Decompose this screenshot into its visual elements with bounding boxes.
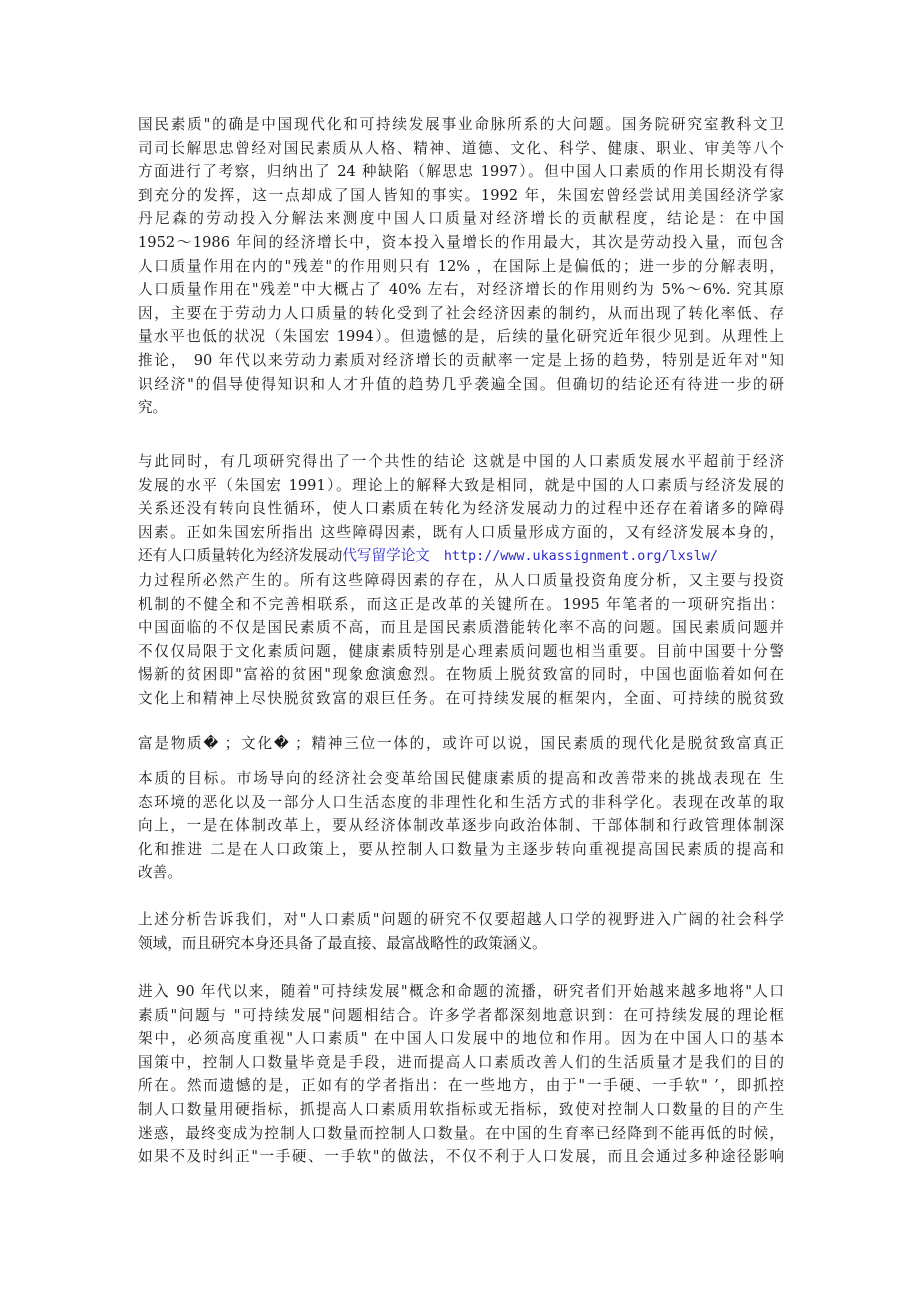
text-line: 司司长解思忠曾经对国民素质从人格、精神、道德、文化、科学、健康、职业、审美等八个: [138, 139, 784, 157]
text-line: 机制的不健全和不完善相联系，而这正是改革的关键所在。1995 年笔者的一项研究指出：: [138, 595, 784, 613]
text-line: 推论， 90 年代以来劳动力素质对经济增长的贡献率一定是上扬的趋势，特别是近年对"知: [138, 351, 784, 369]
link-line: [138, 544, 784, 569]
text-line: 惕新的贫困即"富裕的贫困"现象愈演愈烈。在物质上脱贫致富的同时，中国也面临着如何在: [138, 666, 784, 684]
text-line: 方面进行了考察，归纳出了 24 种缺陷（解思忠 1997）。但中国人口素质的作用长期没有得: [138, 163, 784, 181]
text-line: 素质"问题与 "可持续发展"问题相结合。许多学者都深刻地意识到：在可持续发展的理论框: [138, 1006, 784, 1024]
paragraph-4: [138, 980, 784, 1169]
paragraph-2-continuation: [138, 732, 784, 756]
text-line: 态环境的恶化以及一部分人口生活态度的非理性化和生活方式的非科学化。表现在改革的取: [138, 793, 784, 811]
text-line: 到充分的发挥，这一点却成了国人皆知的事实。1992 年，朱国宏曾经尝试用美国经济学家: [138, 186, 784, 204]
text-line: 本质的目标。市场导向的经济社会变革给国民健康素质的提高和改善带来的挑战表现在 生: [138, 770, 784, 787]
text-line: 1952～1986 年间的经济增长中，资本投入量增长的作用最大，其次是劳动投入量，而包含: [138, 233, 784, 251]
text-line: 力过程所必然产生的。所有这些障碍因素的存在，从人口质量投资角度分析，又主要与投资: [138, 571, 784, 589]
text-line: 改善。: [138, 864, 182, 882]
text-line: 所在。然而遗憾的是，正如有的学者指出：在一些地方，由于"一手硬、一手软" ’，即抓控: [138, 1077, 784, 1095]
text-line: 富是物质� ；文化� ；精神三位一体的，或许可以说，国民素质的现代化是脱贫致富真正: [138, 735, 784, 752]
text-line: 究。: [138, 399, 168, 417]
text-line: 上述分析告诉我们，对"人口素质"问题的研究不仅要超越人口学的视野进入广阔的社会科学: [138, 911, 784, 928]
text-line: 进入 90 年代以来，随着"可持续发展"概念和命题的流播，研究者们开始越来越多地将"人口: [138, 983, 784, 1000]
text-line: 领域，而且研究本身还具备了最直接、最富战略性的政策涵义。: [138, 934, 547, 952]
text-line: 丹尼森的劳动投入分解法来测度中国人口质量对经济增长的贡献程度，结论是：在中国: [138, 210, 784, 228]
text-line: 识经济"的倡导使得知识和人才升值的趋势几乎袭遍全国。但确切的结论还有待进一步的研: [138, 375, 784, 393]
text-line: 关系还没有转向良性循环，使人口素质在转化为经济发展动力的过程中还存在着诸多的障碍: [138, 500, 784, 518]
text-line: 因素。正如朱国宏所指出 这些障碍因素，既有人口质量形成方面的，又有经济发展本身的，: [138, 523, 784, 541]
paragraph-2-tail: [138, 767, 784, 885]
text-line: 人口质量作用在"残差"中大概占了 40% 左右，对经济增长的作用则约为 5%～6%. 究其原: [138, 281, 784, 299]
paragraph-2: [138, 450, 784, 711]
text-line: 架中，必须高度重视"人口素质" 在中国人口发展中的地位和作用。因为在中国人口的基本: [138, 1030, 784, 1048]
text-line: 国民素质"的确是中国现代化和可持续发展事业命脉所系的大问题。国务院研究室教科文卫: [138, 116, 784, 133]
text-line: 中国面临的不仅是国民素质不高，而且是国民素质潜能转化率不高的问题。国民素质问题并: [138, 619, 784, 637]
text-line: 制人口数量用硬指标，抓提高人口素质用软指标或无指标，致使对控制人口数量的目的产生: [138, 1100, 784, 1118]
text-line: 人口质量作用在内的"残差"的作用则只有 12% ，在国际上是偏低的；进一步的分解表明，: [138, 257, 784, 275]
text-line: 向上，一是在体制改革上，要从经济体制改革逐步向政治体制、干部体制和行政管理体制深: [138, 817, 784, 835]
text-segment: 还有人口质量转化为经济发展动: [138, 547, 343, 565]
text-line: 不仅仅局限于文化素质问题，健康素质特别是心理素质问题也相当重要。目前中国要十分警: [138, 642, 784, 660]
paragraph-3: [138, 908, 784, 955]
text-line: 如果不及时纠正"一手硬、一手软"的做法，不仅不利于人口发展，而且会通过多种途径影响: [138, 1148, 784, 1166]
text-line: 化和推进 二是在人口政策上，要从控制人口数量为主逐步转向重视提高国民素质的提高和: [138, 840, 784, 858]
paragraph-1: [138, 113, 784, 420]
text-line: 发展的水平（朱国宏 1991）。理论上的解释大致是相同，就是中国的人口素质与经济发展的: [138, 476, 784, 494]
text-line: 国策中，控制人口数量毕竟是手段，进而提高人口素质改善人们的生活质量才是我们的目的: [138, 1053, 784, 1071]
url-link[interactable]: http://www.ukassignment.org/lxslw/: [443, 549, 718, 565]
text-line: 与此同时，有几项研究得出了一个共性的结论 这就是中国的人口素质发展水平超前于经济: [138, 453, 784, 470]
text-line: 因，主要在于劳动力人口质量的转化受到了社会经济因素的制约，从而出现了转化率低、存: [138, 304, 784, 322]
text-line: 迷惑，最终变成为控制人口数量而控制人口数量。在中国的生育率已经降到不能再低的时候，: [138, 1124, 784, 1142]
essay-service-link[interactable]: 代写留学论文: [342, 547, 430, 565]
text-line: 量水平也低的状况（朱国宏 1994）。但遗憾的是，后续的量化研究近年很少见到。从理性上: [138, 328, 784, 346]
text-line: 文化上和精神上尽快脱贫致富的艰巨任务。在可持续发展的框架内，全面、可持续的脱贫致: [138, 689, 784, 707]
